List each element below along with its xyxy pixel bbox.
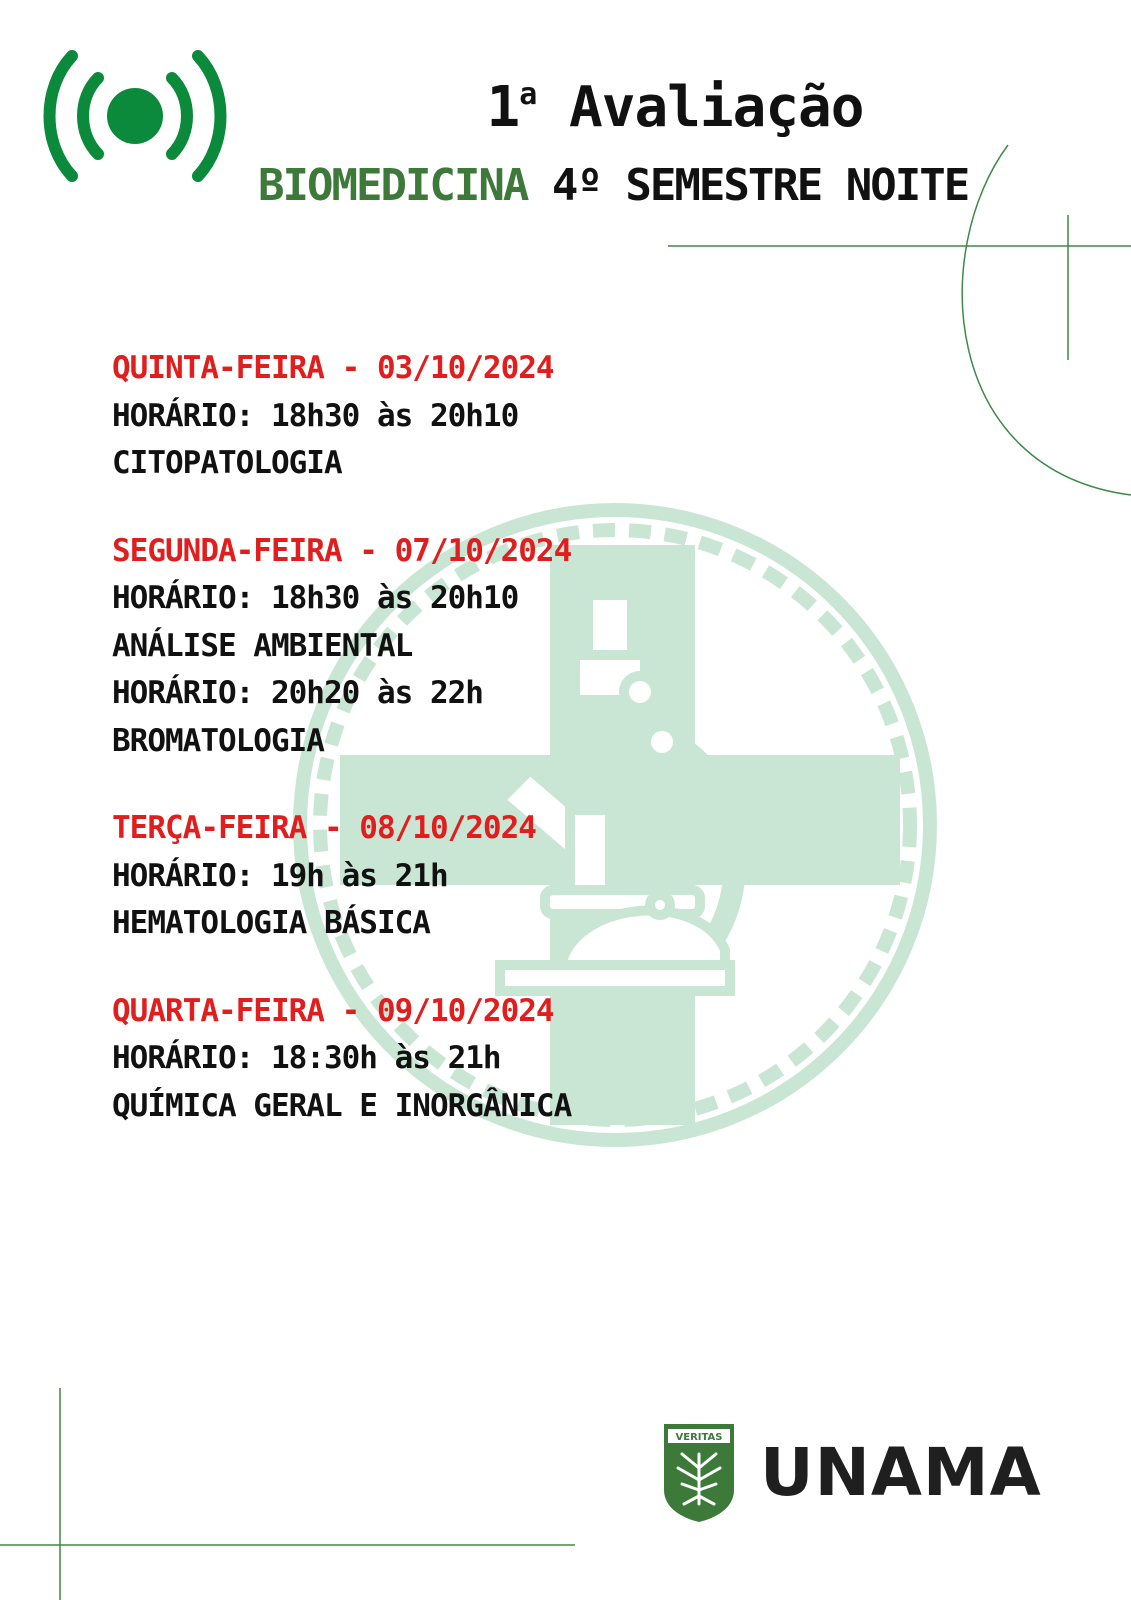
- veritas-shield-icon: [660, 1420, 738, 1524]
- day-date: SEGUNDA-FEIRA - 07/10/2024: [112, 532, 572, 569]
- course-name: BIOMEDICINA: [258, 160, 528, 211]
- time-slot: HORÁRIO: 19h às 21h: [112, 857, 448, 894]
- page-title: [300, 75, 1050, 140]
- exam-schedule: [112, 345, 571, 1170]
- schedule-day: [112, 528, 571, 766]
- subject: HEMATOLOGIA BÁSICA: [112, 905, 430, 941]
- page-subtitle: [258, 160, 968, 211]
- shield-text: VERITAS: [675, 1432, 723, 1443]
- schedule-day: [112, 988, 571, 1131]
- title-superscript: a: [519, 77, 537, 112]
- time-slot: HORÁRIO: 20h20 às 22h: [112, 675, 483, 711]
- time-slot: HORÁRIO: 18h30 às 20h10: [112, 397, 519, 434]
- time-slot: HORÁRIO: 18h30 às 20h10: [112, 580, 519, 616]
- day-date: QUARTA-FEIRA - 09/10/2024: [112, 992, 554, 1029]
- title-word: Avaliação: [569, 75, 864, 140]
- subject: CITOPATOLOGIA: [112, 445, 342, 481]
- day-date: TERÇA-FEIRA - 08/10/2024: [112, 810, 536, 846]
- subject: ANÁLISE AMBIENTAL: [112, 627, 413, 664]
- broadcast-icon: [40, 48, 230, 188]
- unama-logo: [660, 1420, 1042, 1524]
- subject: BROMATOLOGIA: [112, 722, 324, 759]
- time-slot: HORÁRIO: 18:30h às 21h: [112, 1040, 501, 1076]
- unama-wordmark: UNAMA: [760, 1433, 1042, 1511]
- day-date: QUINTA-FEIRA - 03/10/2024: [112, 350, 554, 386]
- subject: QUÍMICA GERAL E INORGÂNICA: [112, 1087, 572, 1124]
- schedule-day: [112, 345, 571, 488]
- title-number: 1: [486, 75, 520, 140]
- schedule-day: [112, 805, 571, 948]
- semester-label: 4º SEMESTRE NOITE: [551, 160, 969, 211]
